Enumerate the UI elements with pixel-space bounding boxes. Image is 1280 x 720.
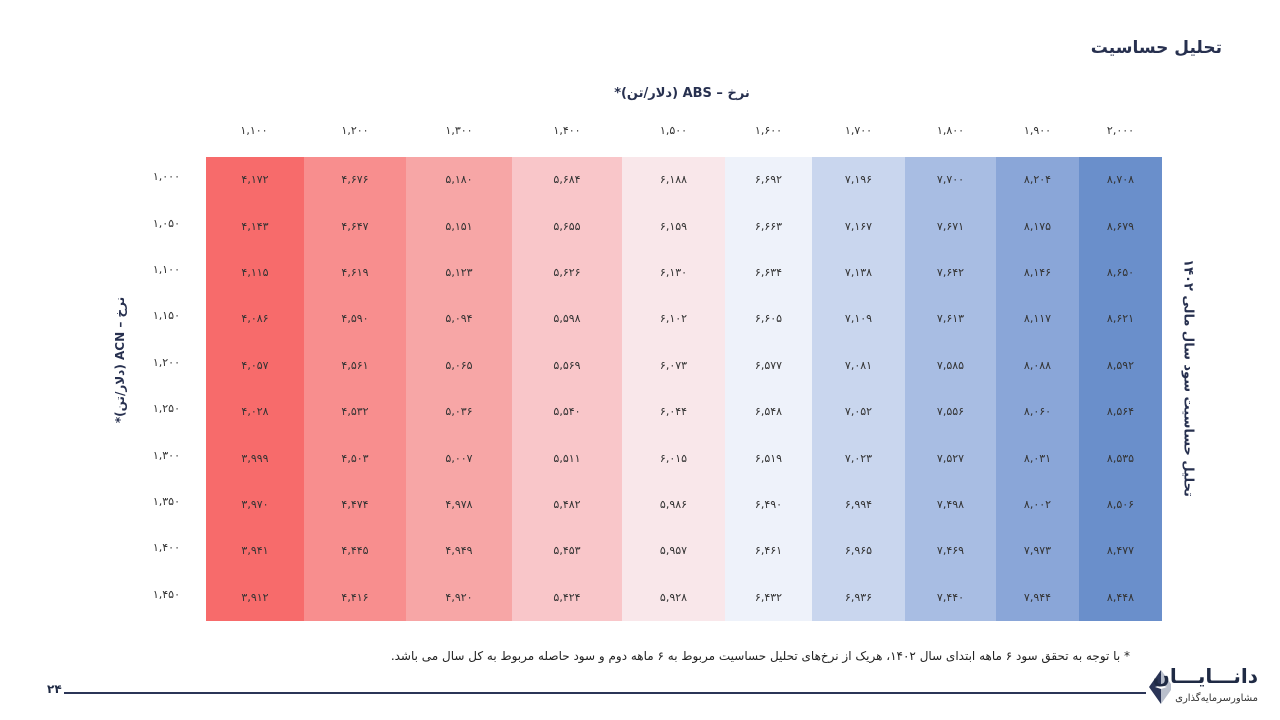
logo-tagline: مشاورسرمایه‌گذاری [1175,693,1258,704]
heatmap-cell: ۷,۱۳۸ [844,266,873,279]
heatmap-cell: ۶,۶۳۴ [754,266,783,279]
heatmap-cell: ۴,۹۴۹ [445,544,473,558]
abs-rate-header: ۱,۶۰۰ [754,124,783,137]
heatmap-cell: ۸,۵۰۶ [1106,498,1135,511]
abs-rate-header: ۱,۷۰۰ [844,124,873,137]
acn-rate-header: ۱,۲۰۰ [152,355,180,369]
heatmap-cell: ۶,۶۹۲ [754,173,783,187]
abs-rate-header: ۱,۵۰۰ [659,124,688,137]
heatmap-cell: ۵,۱۸۰ [445,173,473,187]
heatmap-cell: ۳,۹۹۹ [241,451,269,465]
heatmap-cell: ۸,۴۴۸ [1106,590,1135,604]
abs-rate-header: ۱,۴۰۰ [553,124,581,137]
acn-axis-title: نرخ – ACN (دلار/تن)* [113,296,127,424]
heatmap-cell: ۷,۱۰۹ [844,312,873,326]
heatmap-cell: ۶,۱۳۰ [659,266,688,279]
heatmap-cell: ۴,۵۶۱ [341,358,369,372]
logo-name: دانـــایـــان [1152,664,1258,688]
heatmap-cell: ۷,۰۲۳ [844,451,873,465]
heatmap-cell: ۷,۶۷۱ [936,219,965,233]
heatmap-cell: ۵,۵۹۸ [553,312,581,326]
heatmap-cell: ۴,۰۲۸ [241,405,269,419]
heatmap-cell: ۷,۶۴۲ [936,266,965,279]
heatmap-cell: ۷,۷۰۰ [936,173,965,187]
acn-rate-header: ۱,۱۰۰ [152,263,180,276]
heatmap-cell: ۵,۱۵۱ [445,219,473,233]
heatmap-cell: ۵,۰۰۷ [445,451,473,465]
heatmap-cell: ۸,۲۰۴ [1023,173,1052,187]
heatmap-cell: ۸,۰۳۱ [1023,451,1052,465]
heatmap-cell: ۴,۰۵۷ [241,358,269,372]
heatmap-cell: ۵,۹۸۶ [659,498,688,511]
heatmap-cell: ۷,۹۴۴ [1023,590,1052,604]
heatmap-cell: ۸,۴۷۷ [1106,544,1135,558]
heatmap-cell: ۴,۵۳۲ [341,405,369,419]
heatmap-cell: ۶,۰۱۵ [659,451,688,465]
heatmap-cell: ۵,۶۲۶ [553,266,581,279]
heatmap-cell: ۵,۱۲۳ [445,266,473,279]
heatmap-cell: ۶,۹۶۵ [844,544,873,558]
heatmap-cell: ۷,۰۸۱ [844,358,873,372]
heatmap-cell: ۶,۱۵۹ [659,219,688,233]
abs-rate-header: ۱,۲۰۰ [341,124,369,137]
heatmap-cell: ۶,۴۳۲ [754,590,783,604]
acn-rate-header: ۱,۴۰۰ [152,541,180,555]
heatmap-cell: ۵,۶۸۴ [553,173,581,187]
heatmap-cell: ۵,۹۲۸ [659,590,688,604]
heatmap-cell: ۶,۶۰۵ [754,312,783,326]
heatmap-cell: ۳,۹۷۰ [241,498,269,511]
heatmap-cell: ۶,۹۳۶ [844,590,873,604]
acn-rate-header: ۱,۰۵۰ [152,216,180,230]
heatmap-cell: ۵,۰۶۵ [445,358,473,372]
heatmap-cell: ۶,۹۹۴ [844,498,873,511]
heatmap-cell: ۷,۵۸۵ [936,358,965,372]
heatmap-cell: ۳,۹۱۲ [241,590,269,604]
heatmap-cell: ۵,۴۵۳ [553,544,581,558]
heatmap-cell: ۶,۱۸۸ [659,173,688,187]
acn-rate-header: ۱,۳۰۰ [152,448,180,462]
page-number: ۲۴ [47,682,62,696]
heatmap-cell: ۷,۱۶۷ [844,219,873,233]
heatmap-cell: ۴,۹۲۰ [445,590,473,604]
heatmap-cell: ۴,۴۱۶ [341,590,369,604]
heatmap-cell: ۴,۰۸۶ [241,312,269,326]
heatmap-cell: ۴,۶۷۶ [341,173,369,187]
heatmap-cell: ۶,۵۴۸ [754,405,783,419]
heatmap-cell: ۵,۹۵۷ [659,544,688,558]
heatmap-cell: ۷,۶۱۳ [936,312,965,326]
heatmap-cell: ۶,۵۱۹ [754,451,783,465]
page-title: تحلیل حساسیت [1090,38,1222,58]
side-title: تحلیل حساسیت سود سال مالی ۱۴۰۲ [1180,259,1196,497]
footnote: * با توجه به تحقق سود ۶ ماهه ابتدای سال ۱۴۰۲، هریک از نرخ‌های تحلیل حساسیت مربوط به ۶ ماهه دوم و سود حاصله مربوط به کل سال می باشد. [390,649,1130,663]
heatmap-cell: ۴,۱۱۵ [241,266,269,279]
heatmap-cell: ۵,۰۹۴ [445,312,473,326]
heatmap-cell: ۶,۰۴۴ [659,405,688,419]
heatmap-cell: ۵,۴۸۲ [553,498,581,511]
heatmap-cell: ۸,۱۴۶ [1023,266,1052,279]
heatmap-cell: ۶,۱۰۲ [659,312,688,326]
heatmap-cell: ۶,۶۶۳ [754,219,783,233]
heatmap-cell: ۷,۴۴۰ [936,590,965,604]
heatmap-cell: ۶,۴۹۰ [754,498,783,511]
heatmap-cell: ۸,۶۲۱ [1106,312,1135,326]
heatmap-cell: ۷,۱۹۶ [844,173,873,187]
heatmap-cell: ۴,۹۷۸ [445,498,473,511]
heatmap-cell: ۷,۹۷۳ [1023,544,1052,558]
heatmap-cell: ۷,۵۵۶ [936,405,965,419]
heatmap-cell: ۷,۵۲۷ [936,451,965,465]
acn-rate-header: ۱,۱۵۰ [152,309,180,323]
heatmap-cell: ۳,۹۴۱ [241,544,269,558]
acn-rate-header: ۱,۲۵۰ [152,402,180,416]
heatmap-cell: ۵,۰۳۶ [445,405,473,419]
heatmap-cell: ۸,۵۹۲ [1106,358,1135,372]
heatmap-cell: ۸,۰۶۰ [1023,405,1052,419]
footer-divider [64,692,1146,694]
heatmap-cell: ۸,۷۰۸ [1106,173,1135,187]
heatmap-cell: ۵,۵۶۹ [553,358,581,372]
abs-rate-header: ۱,۹۰۰ [1023,124,1052,137]
abs-rate-header: ۲,۰۰۰ [1106,124,1135,137]
heatmap-cell: ۶,۵۷۷ [754,358,783,372]
heatmap-cell: ۴,۱۷۲ [241,173,269,187]
acn-rate-header: ۱,۰۰۰ [152,170,180,184]
heatmap-cell: ۸,۱۱۷ [1023,312,1052,326]
heatmap-cell: ۴,۴۷۴ [341,498,369,511]
heatmap-cell: ۸,۱۷۵ [1023,219,1052,233]
heatmap-cell: ۷,۴۹۸ [936,498,965,511]
heatmap-cell: ۵,۴۲۴ [553,590,581,604]
heatmap-cell: ۴,۵۹۰ [341,312,369,326]
abs-rate-header: ۱,۱۰۰ [240,124,268,137]
heatmap-cell: ۵,۵۴۰ [553,405,581,419]
acn-rate-header: ۱,۴۵۰ [152,587,180,601]
abs-rate-header: ۱,۸۰۰ [936,124,965,137]
heatmap-cell: ۴,۵۰۳ [341,451,369,465]
heatmap-cell: ۸,۶۵۰ [1106,266,1135,279]
heatmap-cell: ۸,۵۳۵ [1106,451,1135,465]
heatmap-cell: ۴,۶۴۷ [341,219,369,233]
heatmap-cell: ۴,۶۱۹ [341,266,369,279]
abs-rate-header: ۱,۳۰۰ [445,124,473,137]
heatmap-cell: ۵,۵۱۱ [553,451,581,465]
abs-axis-title: نرخ – ABS (دلار/تن)* [614,86,750,101]
heatmap-cell: ۸,۵۶۴ [1106,405,1135,419]
heatmap-cell: ۸,۶۷۹ [1106,219,1135,233]
heatmap-cell: ۵,۶۵۵ [553,219,581,233]
heatmap-cell: ۶,۰۷۳ [659,358,688,372]
acn-rate-header: ۱,۳۵۰ [152,495,180,508]
heatmap-cell: ۴,۱۴۳ [241,219,269,233]
heatmap-cell: ۴,۴۴۵ [341,544,369,558]
heatmap-cell: ۷,۰۵۲ [844,405,873,419]
heatmap-cell: ۷,۴۶۹ [936,544,965,558]
heatmap-cell: ۸,۰۰۲ [1023,498,1052,511]
heatmap-cell: ۶,۴۶۱ [754,544,783,558]
heatmap-cell: ۸,۰۸۸ [1023,358,1052,372]
